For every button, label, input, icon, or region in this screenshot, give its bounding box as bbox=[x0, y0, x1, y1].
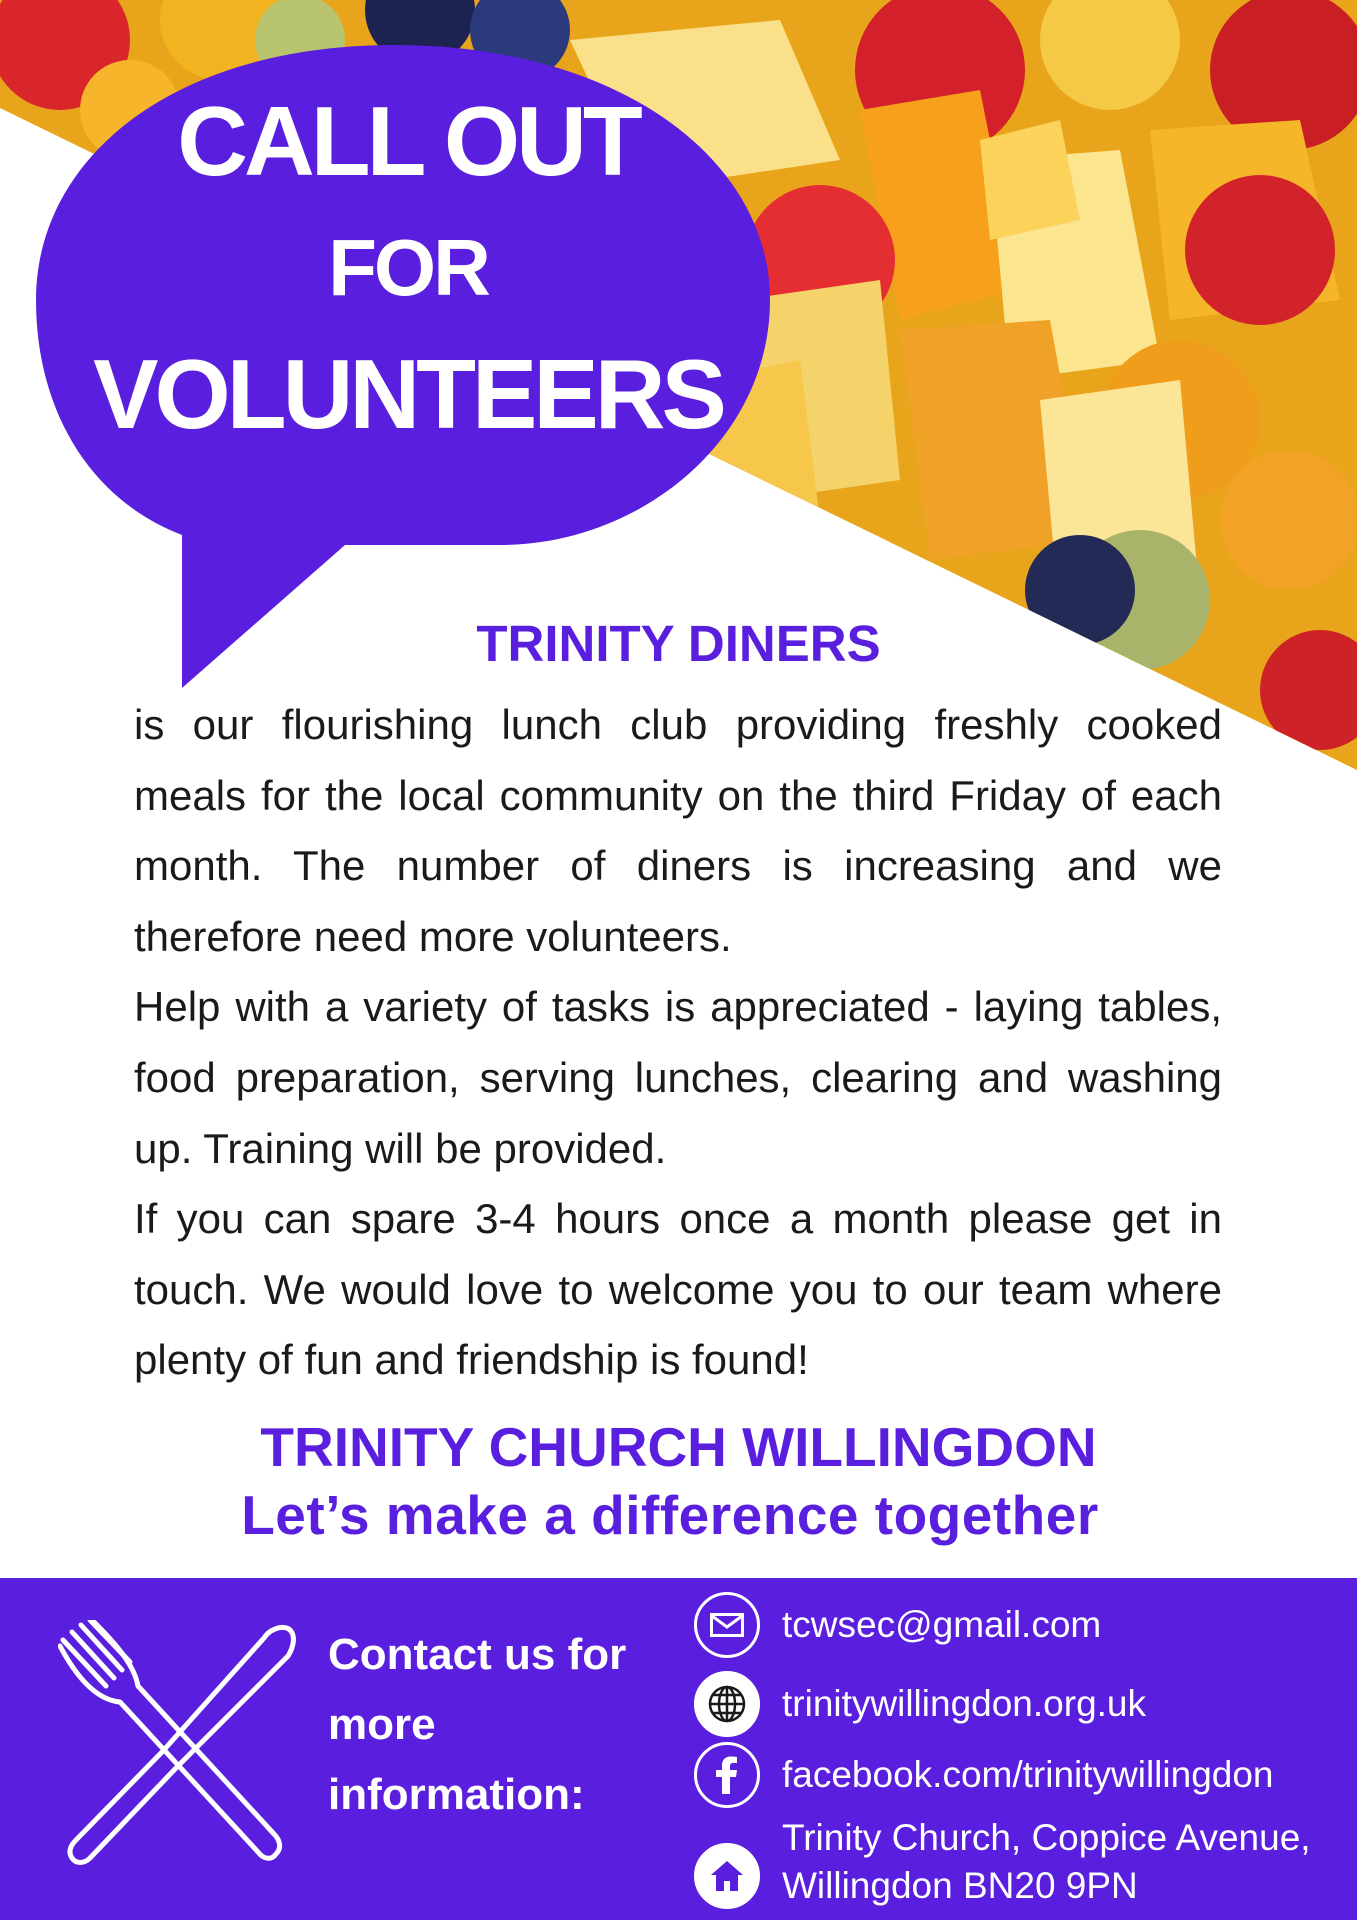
home-icon bbox=[694, 1843, 760, 1909]
contact-facebook-row[interactable] bbox=[694, 1738, 1274, 1812]
tagline: Let’s make a difference together bbox=[241, 1484, 1099, 1546]
contact-heading-line-1: Contact us for bbox=[328, 1630, 627, 1679]
address-line-1: Trinity Church, Coppice Avenue, bbox=[782, 1817, 1311, 1858]
body-paragraph-3: If you can spare 3-4 hours once a month please get in touch. We would love to welcome you to our team where plenty of fun and friendship is found! bbox=[134, 1195, 1222, 1384]
contact-address-row bbox=[694, 1808, 1311, 1916]
body-copy bbox=[134, 690, 1222, 1396]
section-title: TRINITY DINERS bbox=[476, 615, 881, 672]
contact-facebook[interactable]: facebook.com/trinitywillingdon bbox=[782, 1754, 1274, 1795]
address-line-2: Willingdon BN20 9PN bbox=[782, 1865, 1138, 1906]
contact-website-row[interactable] bbox=[694, 1667, 1146, 1741]
contact-heading bbox=[328, 1620, 688, 1830]
contact-website[interactable]: trinitywillingdon.org.uk bbox=[782, 1683, 1147, 1724]
contact-email[interactable]: tcwsec@gmail.com bbox=[782, 1604, 1102, 1645]
contact-email-row[interactable] bbox=[694, 1588, 1101, 1662]
body-paragraph-1: is our flourishing lunch club providing freshly cooked meals for the local community on the third Friday of each month. The number of diners is increasing and we therefore need more volunteers. bbox=[134, 701, 1222, 960]
headline-call-out: CALL OUT bbox=[177, 86, 639, 196]
headline-volunteers: VOLUNTEERS bbox=[93, 339, 723, 449]
contact-heading-line-3: information: bbox=[328, 1770, 585, 1819]
body-paragraph-2: Help with a variety of tasks is appreciated - laying tables, food preparation, serving lunches, clearing and washing up. Training will be provided. bbox=[134, 983, 1222, 1172]
contact-heading-line-2: more bbox=[328, 1700, 436, 1749]
facebook-icon bbox=[694, 1742, 760, 1808]
headline-for: FOR bbox=[328, 223, 488, 312]
church-name: TRINITY CHURCH WILLINGDON bbox=[260, 1416, 1097, 1478]
contact-address bbox=[782, 1814, 1311, 1910]
envelope-icon bbox=[694, 1592, 760, 1658]
contact-footer bbox=[0, 1578, 1357, 1920]
fork-knife-icon bbox=[58, 1620, 298, 1870]
globe-icon bbox=[694, 1671, 760, 1737]
